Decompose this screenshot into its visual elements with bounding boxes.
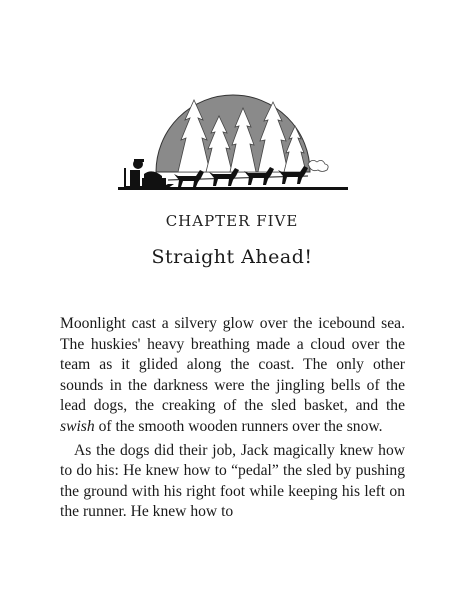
paragraph-1-end: of the smooth wooden runners over the snow. <box>94 417 383 435</box>
dogsled-illustration <box>108 60 358 200</box>
breath-cloud <box>308 160 328 171</box>
chapter-title: Straight Ahead! <box>151 246 313 268</box>
chapter-body <box>60 314 405 523</box>
emphasis-swish: swish <box>60 417 95 435</box>
paragraph-1-text: Moonlight cast a silvery glow over the icebound sea. The huskies' heavy breathing made a cloud over the team as it glided along the coast. The only other sounds in the darkness were the jingling bells of the lead dogs, the creaking of the sled basket, and the <box>60 315 405 415</box>
chapter-label: CHAPTER FIVE <box>165 212 299 230</box>
paragraph-1 <box>60 314 405 438</box>
paragraph-2: As the dogs did their job, Jack magically knew how to do his: He knew how to “pedal” the sled by pushing the ground with his right foot while keeping his left on the runner. He knew how to <box>60 441 405 521</box>
